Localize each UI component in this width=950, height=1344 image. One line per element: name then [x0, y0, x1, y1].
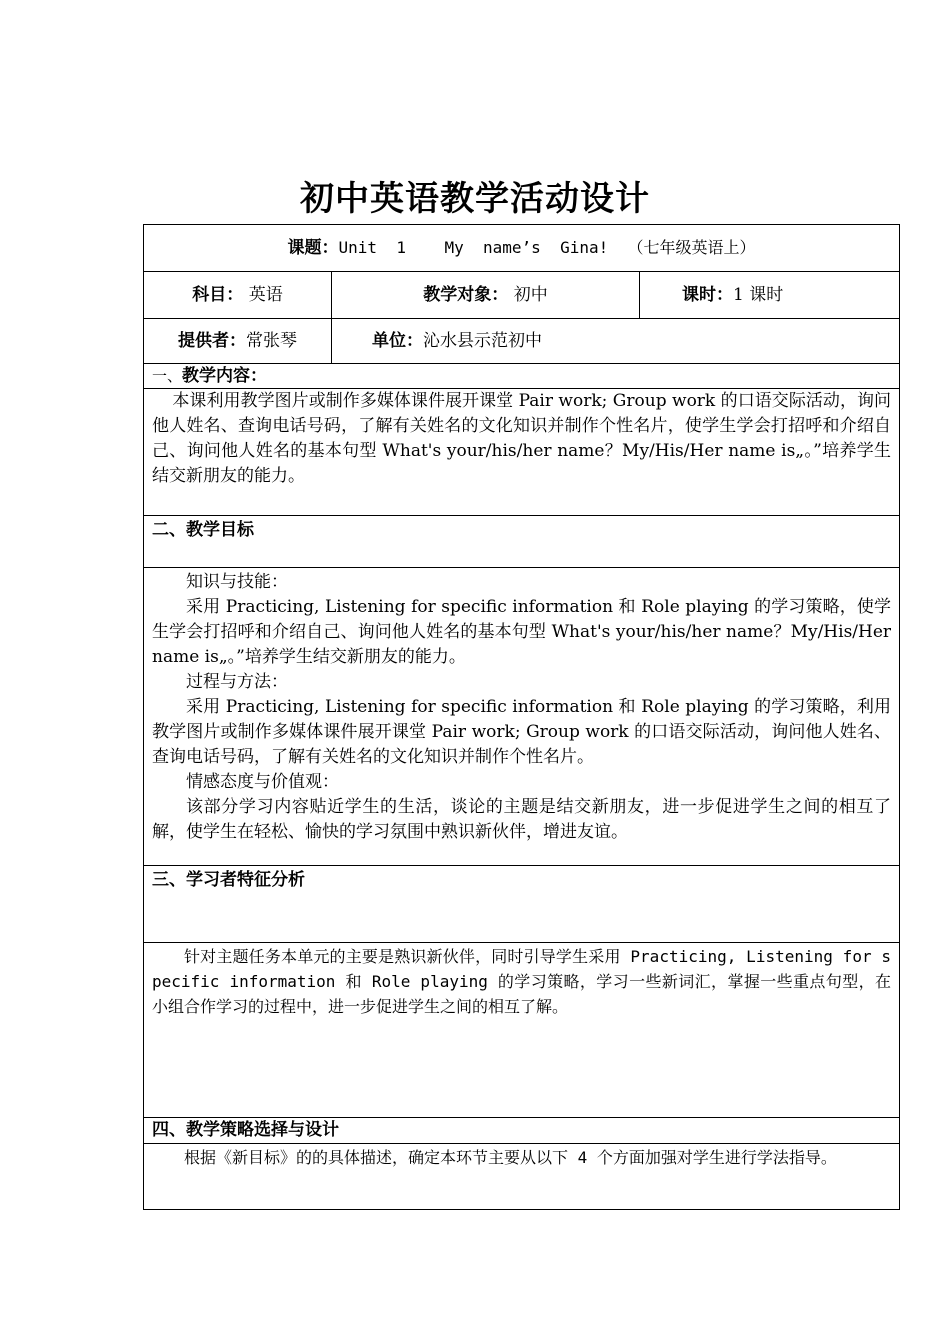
provider-row: [144, 319, 900, 364]
section2-title: 二、教学目标: [144, 516, 900, 568]
section1-body-row: [144, 389, 900, 516]
emotion-label: 情感态度与价值观：: [186, 772, 339, 792]
lesson-topic-cell: [144, 225, 900, 272]
unit-label: 单位：: [372, 330, 423, 351]
audience-value: 初中: [513, 284, 548, 305]
provider-value: 常张琴: [246, 330, 297, 351]
section1-body-text: 本课利用教学图片或制作多媒体课件展开课堂 Pair work; Group work 的口语交际活动，询问他人姓名、查询电话号码，了解有关姓名的文化知识并制作个性名片，使学生学会打招呼和介绍自己、询问他人姓名的基本句型 What's your/his/her name？My/His/Her name is„。”培养学生结交新朋友的能力。: [152, 391, 892, 486]
subject-cell: [144, 272, 332, 319]
unit-cell: [332, 319, 900, 364]
section4-body-cell: [144, 1144, 900, 1210]
section3-title: 三、学习者特征分析: [144, 866, 900, 943]
process-body: 采用 Practicing, Listening for specific information 和 Role playing 的学习策略，利用教学图片或制作多媒体课件展开课堂 Pair work; Group work 的口语交际活动，询问他人姓名、查询电话号码，了解有关姓名的文化知识并制作个性名片。: [152, 697, 892, 767]
lesson-plan-table: [143, 224, 900, 1210]
knowledge-label: 知识与技能：: [186, 572, 288, 592]
lesson-topic-value: Unit 1 My name’s Gina! （七年级英语上）: [338, 238, 756, 257]
section1-number: 一、: [152, 367, 183, 385]
provider-cell: [144, 319, 332, 364]
section4-body-text: 根据《新目标》的的具体描述，确定本环节主要从以下 4 个方面加强对学生进行学法指导。: [184, 1148, 837, 1167]
emotion-body: 该部分学习内容贴近学生的生活，谈论的主题是结交新朋友，进一步促进学生之间的相互了解，使学生在轻松、愉快的学习氛围中熟识新伙伴，增进友谊。: [152, 797, 892, 842]
subject-value: 英语: [248, 284, 283, 305]
section2-header-row: [144, 516, 900, 568]
subject-row: [144, 272, 900, 319]
process-label: 过程与方法：: [186, 672, 288, 692]
period-cell: [640, 272, 900, 319]
section1-header-row: [144, 364, 900, 389]
section4-title: 四、教学策略选择与设计: [144, 1118, 900, 1144]
section1-body-cell: [144, 389, 900, 516]
audience-cell: [332, 272, 640, 319]
provider-label: 提供者：: [178, 330, 246, 351]
section3-header-row: [144, 866, 900, 943]
subject-label: 科目：: [192, 284, 244, 305]
section3-body-row: [144, 943, 900, 1118]
section1-title: 教学内容：: [182, 366, 268, 386]
period-value: 1 课时: [733, 284, 784, 305]
unit-value: 沁水县示范初中: [423, 330, 542, 351]
audience-label: 教学对象：: [423, 284, 509, 305]
section4-header-row: [144, 1118, 900, 1144]
section3-body-cell: [144, 943, 900, 1118]
section3-body-text: 针对主题任务本单元的主要是熟识新伙伴，同时引导学生采用 Practicing, Listening for specific information 和 Role playing 的学习策略，学习一些新词汇，掌握一些重点句型，在小组合作学习的过程中，进一步促进学生之间的相互了解。: [152, 947, 892, 1016]
lesson-topic-label: 课题：: [287, 238, 339, 258]
section2-body-cell: [144, 568, 900, 866]
section1-header-cell: [144, 364, 900, 389]
section4-body-row: [144, 1144, 900, 1210]
page-title: 初中英语教学活动设计: [300, 179, 650, 219]
knowledge-body: 采用 Practicing, Listening for specific information 和 Role playing 的学习策略，使学生学会打招呼和介绍自己、询问他人姓名的基本句型 What's your/his/her name？My/His/Her name is„。”培养学生结交新朋友的能力。: [152, 597, 892, 667]
section2-body-row: [144, 568, 900, 866]
period-label: 课时：: [682, 284, 733, 305]
lesson-topic-row: [144, 225, 900, 272]
